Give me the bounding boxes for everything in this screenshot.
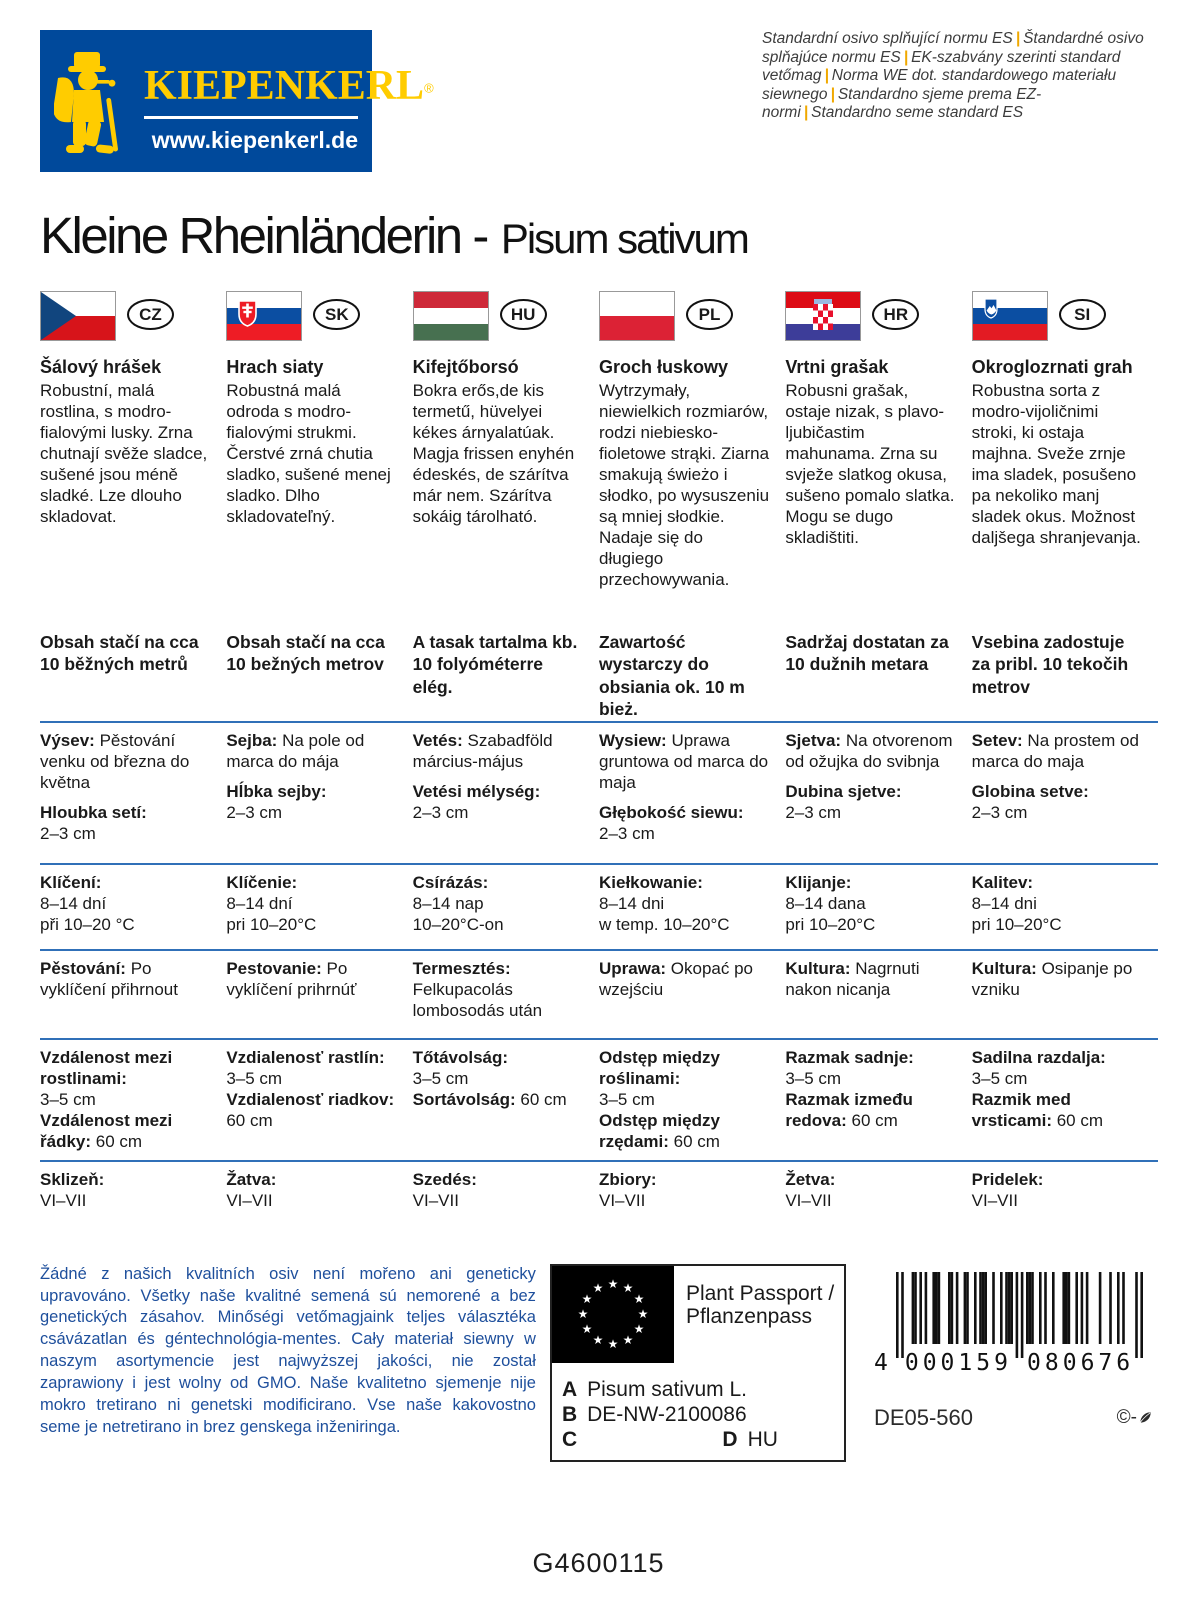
country-flag-cell [413, 291, 599, 347]
kiepenkerl-logo [40, 30, 434, 172]
sowing-label: Vetés: [412, 730, 463, 750]
flag-slovakia-icon [227, 292, 301, 340]
germination-label: Kalitev: [971, 872, 1034, 892]
flag-croatia-icon [786, 292, 860, 340]
culture-text: Okopać po wzejściu [598, 958, 754, 999]
depth-value: 2–3 cm [40, 823, 96, 843]
depth-value: 2–3 cm [971, 802, 1028, 822]
svg-text:000159: 000159 [904, 1349, 1012, 1374]
country-flag-cell [599, 291, 785, 347]
plant-spacing-value: 3–5 cm [785, 1068, 842, 1088]
country-flag-cell [226, 291, 412, 347]
crop-name: Okroglozrnati grah [971, 357, 1133, 377]
passport-d-value: HU [747, 1427, 778, 1451]
content-note-cell: Sadržaj dostatan za 10 dužnih metara [785, 632, 949, 675]
svg-text:4: 4 [873, 1349, 888, 1374]
variety-description-cell [972, 347, 1158, 615]
copyright-mark: ©- [1117, 1407, 1153, 1429]
germination-temp: pri 10–20°C [785, 914, 876, 934]
germination-days: 8–14 dni [598, 893, 665, 913]
country-flag [785, 291, 861, 341]
sowing-label: Wysiew: [598, 730, 667, 750]
page-title [40, 206, 1157, 265]
germination-temp: w temp. 10–20°C [598, 914, 730, 934]
harvest-cell [599, 1160, 785, 1218]
plant-spacing-value: 3–5 cm [971, 1068, 1028, 1088]
harvest-value: VI–VII [226, 1190, 273, 1210]
plant-spacing-label: Vzdialenosť rastlín: [226, 1047, 385, 1067]
country-flag [226, 291, 302, 341]
variety-description-cell [226, 347, 412, 615]
plant-spacing-label: Razmak sadnje: [785, 1047, 914, 1067]
eu-flag-icon [552, 1266, 674, 1363]
depth-label: Głębokość siewu: [598, 802, 744, 822]
harvest-value: VI–VII [40, 1190, 87, 1210]
sowing-cell [785, 721, 971, 863]
spacing-cell [599, 1038, 785, 1160]
harvest-label: Szedés: [412, 1169, 477, 1189]
germination-temp: při 10–20 °C [40, 914, 135, 934]
variety-description-cell [785, 347, 971, 615]
plant-spacing-label: Vzdálenost mezi rostlinami: [40, 1047, 173, 1088]
species-name: Pisum sativum [500, 215, 748, 262]
sowing-text: Na prostem od marca do maja [971, 730, 1139, 771]
svg-text:★: ★ [633, 1292, 645, 1307]
sowing-cell [599, 721, 785, 863]
variety-name: Kleine Rheinländerin - [40, 207, 487, 264]
harvest-label: Pridelek: [971, 1169, 1044, 1189]
sowing-cell [226, 721, 412, 863]
depth-label: Vetési mélység: [412, 781, 541, 801]
row-spacing-label: Odstęp między rzędami: [598, 1110, 720, 1151]
country-code-badge: SK [313, 299, 360, 330]
country-code-badge: HR [872, 299, 919, 330]
culture-cell [226, 949, 412, 1038]
harvest-cell [40, 1160, 226, 1218]
svg-text:★: ★ [581, 1322, 593, 1337]
sowing-text: Na otvorenom od ožujka do svibnja [785, 730, 953, 771]
row-spacing-label: Vzdialenosť riadkov: [226, 1089, 395, 1109]
culture-label: Kultura: [785, 958, 851, 978]
content-note-cell: A tasak tartalma kb. 10 folyóméterre elég. [412, 632, 578, 697]
sowing-label: Sjetva: [785, 730, 842, 750]
spacing-cell [40, 1038, 226, 1160]
culture-cell [972, 949, 1158, 1038]
depth-value: 2–3 cm [598, 823, 655, 843]
gmo-statement: Žádné z našich kvalitních osiv není mořeno ani geneticky upravováno. Všetky naše kvalitné semená sú nemorené a bez genetických zásahov. Minőségi vetőmagjaink teljes választéka csávázatlan és géntechnológia-mentes. Cały materiał siewny w naszym asortymencie jest najwyższej jakości, nie został zaprawiony i jest wolny od GMO. Naše kvalitetno sjemenje nije mokro tretirano ni genetski modificirano. Vse naše kakovostno seme je netretirano in brez genskega inženiringa. [40, 1264, 536, 1437]
depth-label: Dubina sjetve: [785, 781, 902, 801]
culture-cell [599, 949, 785, 1038]
plant-spacing-value: 3–5 cm [598, 1089, 655, 1109]
language-columns-table [40, 291, 1158, 1218]
germination-days: 8–14 dana [785, 893, 866, 913]
harvest-cell [972, 1160, 1158, 1218]
batch-code: DE05-560 [873, 1404, 974, 1430]
content-note-cell: Vsebina zadostuje za pribl. 10 tekočih metrov [971, 632, 1129, 697]
sowing-text: Pěstování venku od března do května [40, 730, 190, 792]
culture-label: Pěstování: [40, 958, 126, 978]
svg-text:★: ★ [622, 1333, 634, 1348]
harvest-value: VI–VII [785, 1190, 832, 1210]
depth-value: 2–3 cm [226, 802, 283, 822]
culture-text: Felkupacolás lombosodás után [412, 979, 543, 1020]
row-spacing-value: 60 cm [673, 1131, 720, 1151]
article-number: G4600115 [532, 1547, 665, 1578]
culture-cell [785, 949, 971, 1038]
depth-label: Hloubka setí: [40, 802, 147, 822]
leaf-icon [1138, 1410, 1153, 1425]
germination-label: Klíčení: [40, 872, 102, 892]
country-flag [40, 291, 116, 341]
country-flag-cell [972, 291, 1158, 347]
svg-text:★: ★ [622, 1281, 634, 1296]
harvest-label: Sklizeň: [40, 1169, 105, 1189]
crop-name: Groch łuskowy [598, 357, 729, 377]
culture-cell [413, 949, 599, 1038]
crop-description: Wytrzymały, niewielkich rozmiarów, rodzi niebiesko-fioletowe strąki. Ziarna smakują świeżo i słodko, po wysuszeniu są mniej słodkie. Nadaje się do długiego przechowywania. [598, 380, 770, 590]
variety-description-cell [413, 347, 599, 615]
germination-cell [40, 863, 226, 949]
svg-text:★: ★ [633, 1322, 645, 1337]
culture-label: Termesztés: [412, 958, 511, 978]
flag-czechia-icon [41, 292, 115, 340]
sowing-cell [972, 721, 1158, 863]
svg-text:★: ★ [581, 1292, 593, 1307]
plant-spacing-value: 3–5 cm [412, 1068, 469, 1088]
svg-text:★: ★ [592, 1281, 604, 1296]
culture-text: Po vyklíčení přihrnout [40, 958, 178, 999]
barcode-block [872, 1264, 1157, 1431]
culture-cell [40, 949, 226, 1038]
logo-divider [144, 116, 358, 119]
bottom-section [40, 1264, 1157, 1462]
svg-text:★: ★ [637, 1307, 649, 1322]
depth-label: Globina setve: [971, 781, 1089, 801]
country-code-badge: SI [1059, 299, 1106, 330]
crop-name: Šálový hrášek [40, 357, 162, 377]
harvest-value: VI–VII [412, 1190, 459, 1210]
brand-url: www.kiepenkerl.de [151, 127, 358, 153]
crop-description: Bokra erős,de kis termetű, hüvelyei kékes árnyalatúak. Magja frissen enyhén édeskés, de szárítva már nem. Szárítva sokáig tárolható. [412, 380, 575, 527]
registered-mark: ® [424, 80, 434, 96]
svg-text:★: ★ [607, 1277, 619, 1292]
germination-days: 8–14 dní [226, 893, 293, 913]
country-code-badge: HU [500, 299, 547, 330]
germination-label: Csírázás: [412, 872, 489, 892]
plant-passport-box [550, 1264, 846, 1462]
sowing-text: Szabadföld március-május [412, 730, 553, 771]
depth-label: Hĺbka sejby: [226, 781, 327, 801]
crop-name: Hrach siaty [226, 357, 324, 377]
crop-description: Robusni grašak, ostaje nizak, s plavo-ljubičastim mahunama. Zrna su svježe slatkog okusa, sušeno pomalo slatka. Mogu se dugo skladištiti. [785, 380, 955, 548]
germination-days: 8–14 dni [971, 893, 1037, 913]
plant-spacing-value: 3–5 cm [40, 1089, 96, 1109]
row-spacing-value: 60 cm [851, 1110, 898, 1130]
culture-text: Osipanje po vzniku [971, 958, 1133, 999]
svg-text:★: ★ [607, 1337, 619, 1352]
passport-b-label: B [561, 1402, 578, 1426]
content-note-cell: Zawartość wystarczy do obsiania ok. 10 m bież. [598, 632, 745, 720]
flag-slovenia-icon [973, 292, 1047, 340]
row-spacing-label: Razmak između redova: [785, 1089, 913, 1130]
culture-text: Po vyklíčení prihrnúť [226, 958, 357, 999]
culture-label: Kultura: [971, 958, 1037, 978]
row-spacing-label: Razmik med vrsticami: [971, 1089, 1071, 1130]
variety-description-cell [599, 347, 785, 615]
row-spacing-value: 60 cm [1056, 1110, 1104, 1130]
germination-days: 8–14 dní [40, 893, 107, 913]
germination-cell [972, 863, 1158, 949]
germination-temp: pri 10–20°C [971, 914, 1062, 934]
germination-label: Kiełkowanie: [598, 872, 703, 892]
germination-cell [599, 863, 785, 949]
spacing-cell [413, 1038, 599, 1160]
svg-text:★: ★ [577, 1307, 589, 1322]
plant-spacing-label: Sadilna razdalja: [971, 1047, 1106, 1067]
svg-text:080676: 080676 [1026, 1349, 1135, 1374]
passport-a-value: Pisum sativum L. [587, 1377, 747, 1401]
culture-text: Nagrnuti nakon nicanja [785, 958, 920, 999]
row-spacing-label: Vzdálenost mezi řádky: [40, 1110, 173, 1151]
crop-name: Vrtni grašak [785, 357, 889, 377]
country-flag-cell [785, 291, 971, 347]
passport-b-value: DE-NW-2100086 [587, 1402, 747, 1426]
germination-cell [785, 863, 971, 949]
passport-row-a [552, 1377, 844, 1402]
kiepenkerl-man-icon [54, 46, 140, 158]
country-flag [413, 291, 489, 341]
flag-poland-icon [600, 292, 674, 340]
row-spacing-label: Sortávolság: [412, 1089, 516, 1109]
depth-value: 2–3 cm [412, 802, 469, 822]
country-code-badge: PL [686, 299, 733, 330]
germination-label: Klijanje: [785, 872, 852, 892]
depth-value: 2–3 cm [785, 802, 842, 822]
harvest-value: VI–VII [971, 1190, 1018, 1210]
harvest-label: Žetva: [785, 1169, 836, 1189]
spacing-cell [226, 1038, 412, 1160]
plant-spacing-label: Tőtávolság: [412, 1047, 509, 1067]
country-flag [599, 291, 675, 341]
passport-d-label: D [722, 1427, 738, 1451]
sowing-label: Setev: [971, 730, 1023, 750]
germination-cell [413, 863, 599, 949]
harvest-value: VI–VII [598, 1190, 646, 1210]
country-flag-cell [40, 291, 226, 347]
harvest-label: Zbiory: [598, 1169, 657, 1189]
passport-row-cd [552, 1427, 844, 1452]
content-note-cell: Obsah stačí na cca 10 běžných metrů [40, 632, 199, 675]
germination-temp: 10–20°C-on [412, 914, 504, 934]
sowing-text: Uprawa gruntowa od marca do maja [598, 730, 769, 792]
culture-label: Uprawa: [598, 958, 667, 978]
harvest-cell [785, 1160, 971, 1218]
plant-spacing-label: Odstęp między roślinami: [598, 1047, 720, 1088]
spacing-cell [972, 1038, 1158, 1160]
harvest-cell [226, 1160, 412, 1218]
row-spacing-value: 60 cm [520, 1089, 567, 1109]
country-code-badge: CZ [127, 299, 174, 330]
culture-label: Pestovanie: [226, 958, 322, 978]
crop-description: Robustní, malá rostlina, s modro-fialovými lusky. Zrna chutnají svěže sladce, sušené jsou méně sladké. Lze dlouho skladovat. [40, 380, 208, 527]
plant-passport-title: Plant Passport / Pflanzenpass [685, 1281, 835, 1329]
ean13-barcode [872, 1272, 1148, 1374]
svg-text:★: ★ [592, 1333, 604, 1348]
sowing-label: Výsev: [40, 730, 95, 750]
sowing-text: Na pole od marca do mája [226, 730, 365, 771]
passport-row-b [552, 1402, 844, 1427]
flag-hungary-icon [414, 292, 488, 340]
germination-label: Klíčenie: [226, 872, 298, 892]
variety-description-cell [40, 347, 226, 615]
germination-cell [226, 863, 412, 949]
content-note-cell: Obsah stačí na cca 10 bežných metrov [226, 632, 385, 675]
passport-c-label: C [561, 1427, 578, 1451]
sowing-cell [413, 721, 599, 863]
spacing-cell [785, 1038, 971, 1160]
row-spacing-value: 60 cm [226, 1110, 273, 1130]
sowing-cell [40, 721, 226, 863]
seed-standard-notice: Standardní osivo splňující normu ES | Štandardné osivo splňajúce normu ES | EK-szabvány szerinti standard vetőmag | Norma WE dot. standardowego materiału siewnego | Standardno sjeme prema EZ-normi | Standardno seme standard ES [762, 30, 1144, 122]
harvest-label: Žatva: [226, 1169, 277, 1189]
row-spacing-value: 60 cm [95, 1131, 143, 1151]
passport-a-label: A [561, 1377, 578, 1401]
crop-description: Robustna sorta z modro-vijoličnimi stroki, ki ostaja majhna. Sveže zrnje ima sladek, posušeno pa nekoliko manj sladek okus. Možnost daljšega shranjevanja. [971, 380, 1141, 548]
germination-days: 8–14 nap [412, 893, 484, 913]
header [40, 30, 1157, 172]
country-flag [972, 291, 1048, 341]
crop-description: Robustná malá odroda s modro-fialovými strukmi. Čerstvé zrná chutia sladko, sušené menej sladko. Dlho skladovateľný. [226, 380, 391, 527]
germination-temp: pri 10–20°C [226, 914, 317, 934]
sowing-label: Sejba: [226, 730, 278, 750]
plant-spacing-value: 3–5 cm [226, 1068, 283, 1088]
crop-name: Kifejtőborsó [412, 357, 519, 377]
harvest-cell [413, 1160, 599, 1218]
brand-wordmark: KIEPENKERL [144, 63, 425, 109]
